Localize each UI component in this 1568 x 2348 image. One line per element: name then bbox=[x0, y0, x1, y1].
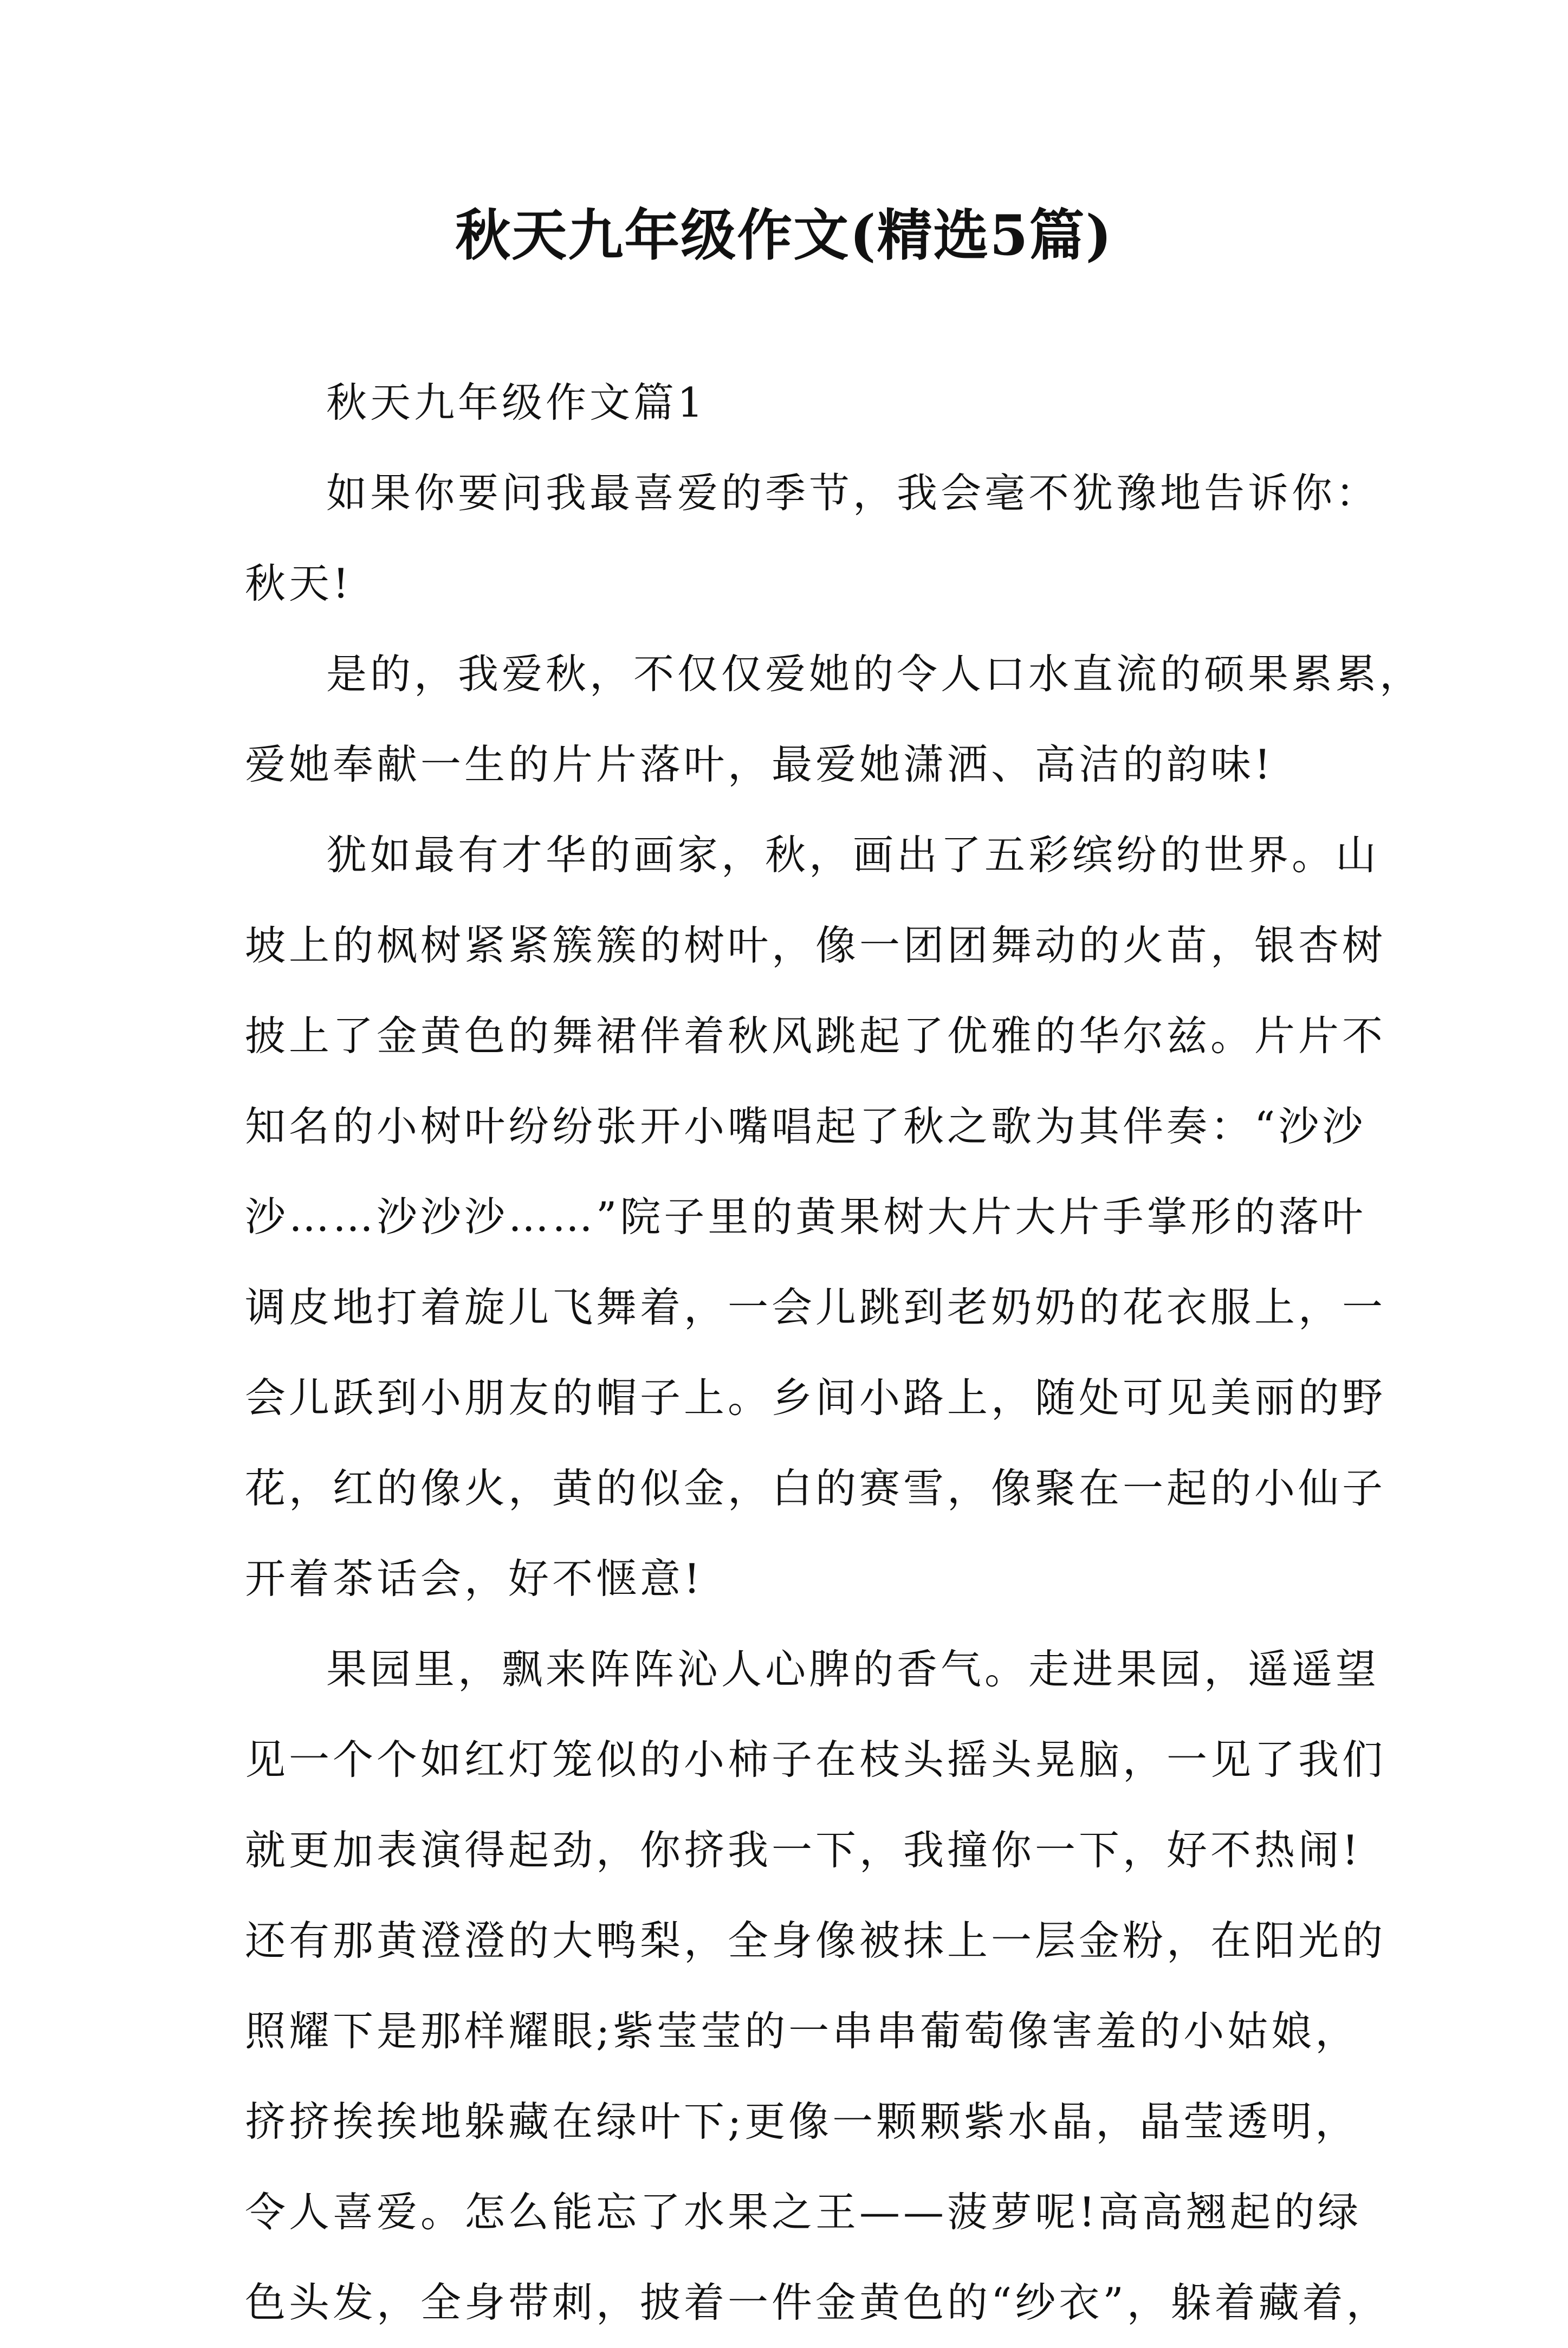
article-body bbox=[245, 358, 1424, 2348]
text-line: 就更加表演得起劲，你挤我一下，我撞你一下，好不热闹! bbox=[245, 1826, 1362, 1874]
text-line: 令人喜爱。怎么能忘了水果之王——菠萝呢!高高翘起的绿 bbox=[245, 2188, 1362, 2236]
text-line: 挤挤挨挨地躲藏在绿叶下;更像一颗颗紫水晶，晶莹透明， bbox=[245, 2098, 1359, 2145]
text-line: 沙……沙沙沙……”院子里的黄果树大片大片手掌形的落叶 bbox=[245, 1193, 1366, 1241]
text-line: 色头发，全身带刺，披着一件金黄色的“纱衣”，躲着藏着， bbox=[245, 2279, 1390, 2326]
text-line: 还有那黄澄澄的大鸭梨，全身像被抹上一层金粉，在阳光的 bbox=[245, 1917, 1386, 1964]
text-line: 会儿跃到小朋友的帽子上。乡间小路上，随处可见美丽的野 bbox=[245, 1374, 1386, 1422]
text-line: 坡上的枫树紧紧簇簇的树叶，像一团团舞动的火苗，银杏树 bbox=[245, 922, 1386, 969]
text-line: 照耀下是那样耀眼;紫莹莹的一串串葡萄像害羞的小姑娘， bbox=[245, 2007, 1359, 2055]
text-line: 如果你要问我最喜爱的季节，我会毫不犹豫地告诉你： bbox=[326, 469, 1380, 517]
text-line: 花，红的像火，黄的似金，白的赛雪，像聚在一起的小仙子 bbox=[245, 1464, 1386, 1512]
text-line: 知名的小树叶纷纷张开小嘴唱起了秋之歌为其伴奏：“沙沙 bbox=[245, 1102, 1366, 1150]
text-line: 犹如最有才华的画家，秋，画出了五彩缤纷的世界。山 bbox=[326, 831, 1380, 879]
text-line: 是的，我爱秋，不仅仅爱她的令人口水直流的硕果累累， bbox=[326, 650, 1424, 698]
text-line: 秋天! bbox=[245, 560, 353, 607]
text-line: 果园里，飘来阵阵沁人心脾的香气。走进果园，遥遥望 bbox=[326, 1645, 1380, 1693]
text-line: 开着茶话会，好不惬意! bbox=[245, 1555, 704, 1603]
text-line: 披上了金黄色的舞裙伴着秋风跳起了优雅的华尔兹。片片不 bbox=[245, 1012, 1386, 1060]
document-title: 秋天九年级作文(精选5篇) bbox=[455, 203, 1113, 268]
text-line: 见一个个如红灯笼似的小柿子在枝头摇头晃脑，一见了我们 bbox=[245, 1736, 1386, 1783]
text-line: 爱她奉献一生的片片落叶，最爱她潇洒、高洁的韵味! bbox=[245, 741, 1274, 788]
text-line: 调皮地打着旋儿飞舞着，一会儿跳到老奶奶的花衣服上，一 bbox=[245, 1283, 1386, 1331]
section-heading: 秋天九年级作文篇1 bbox=[326, 379, 707, 426]
